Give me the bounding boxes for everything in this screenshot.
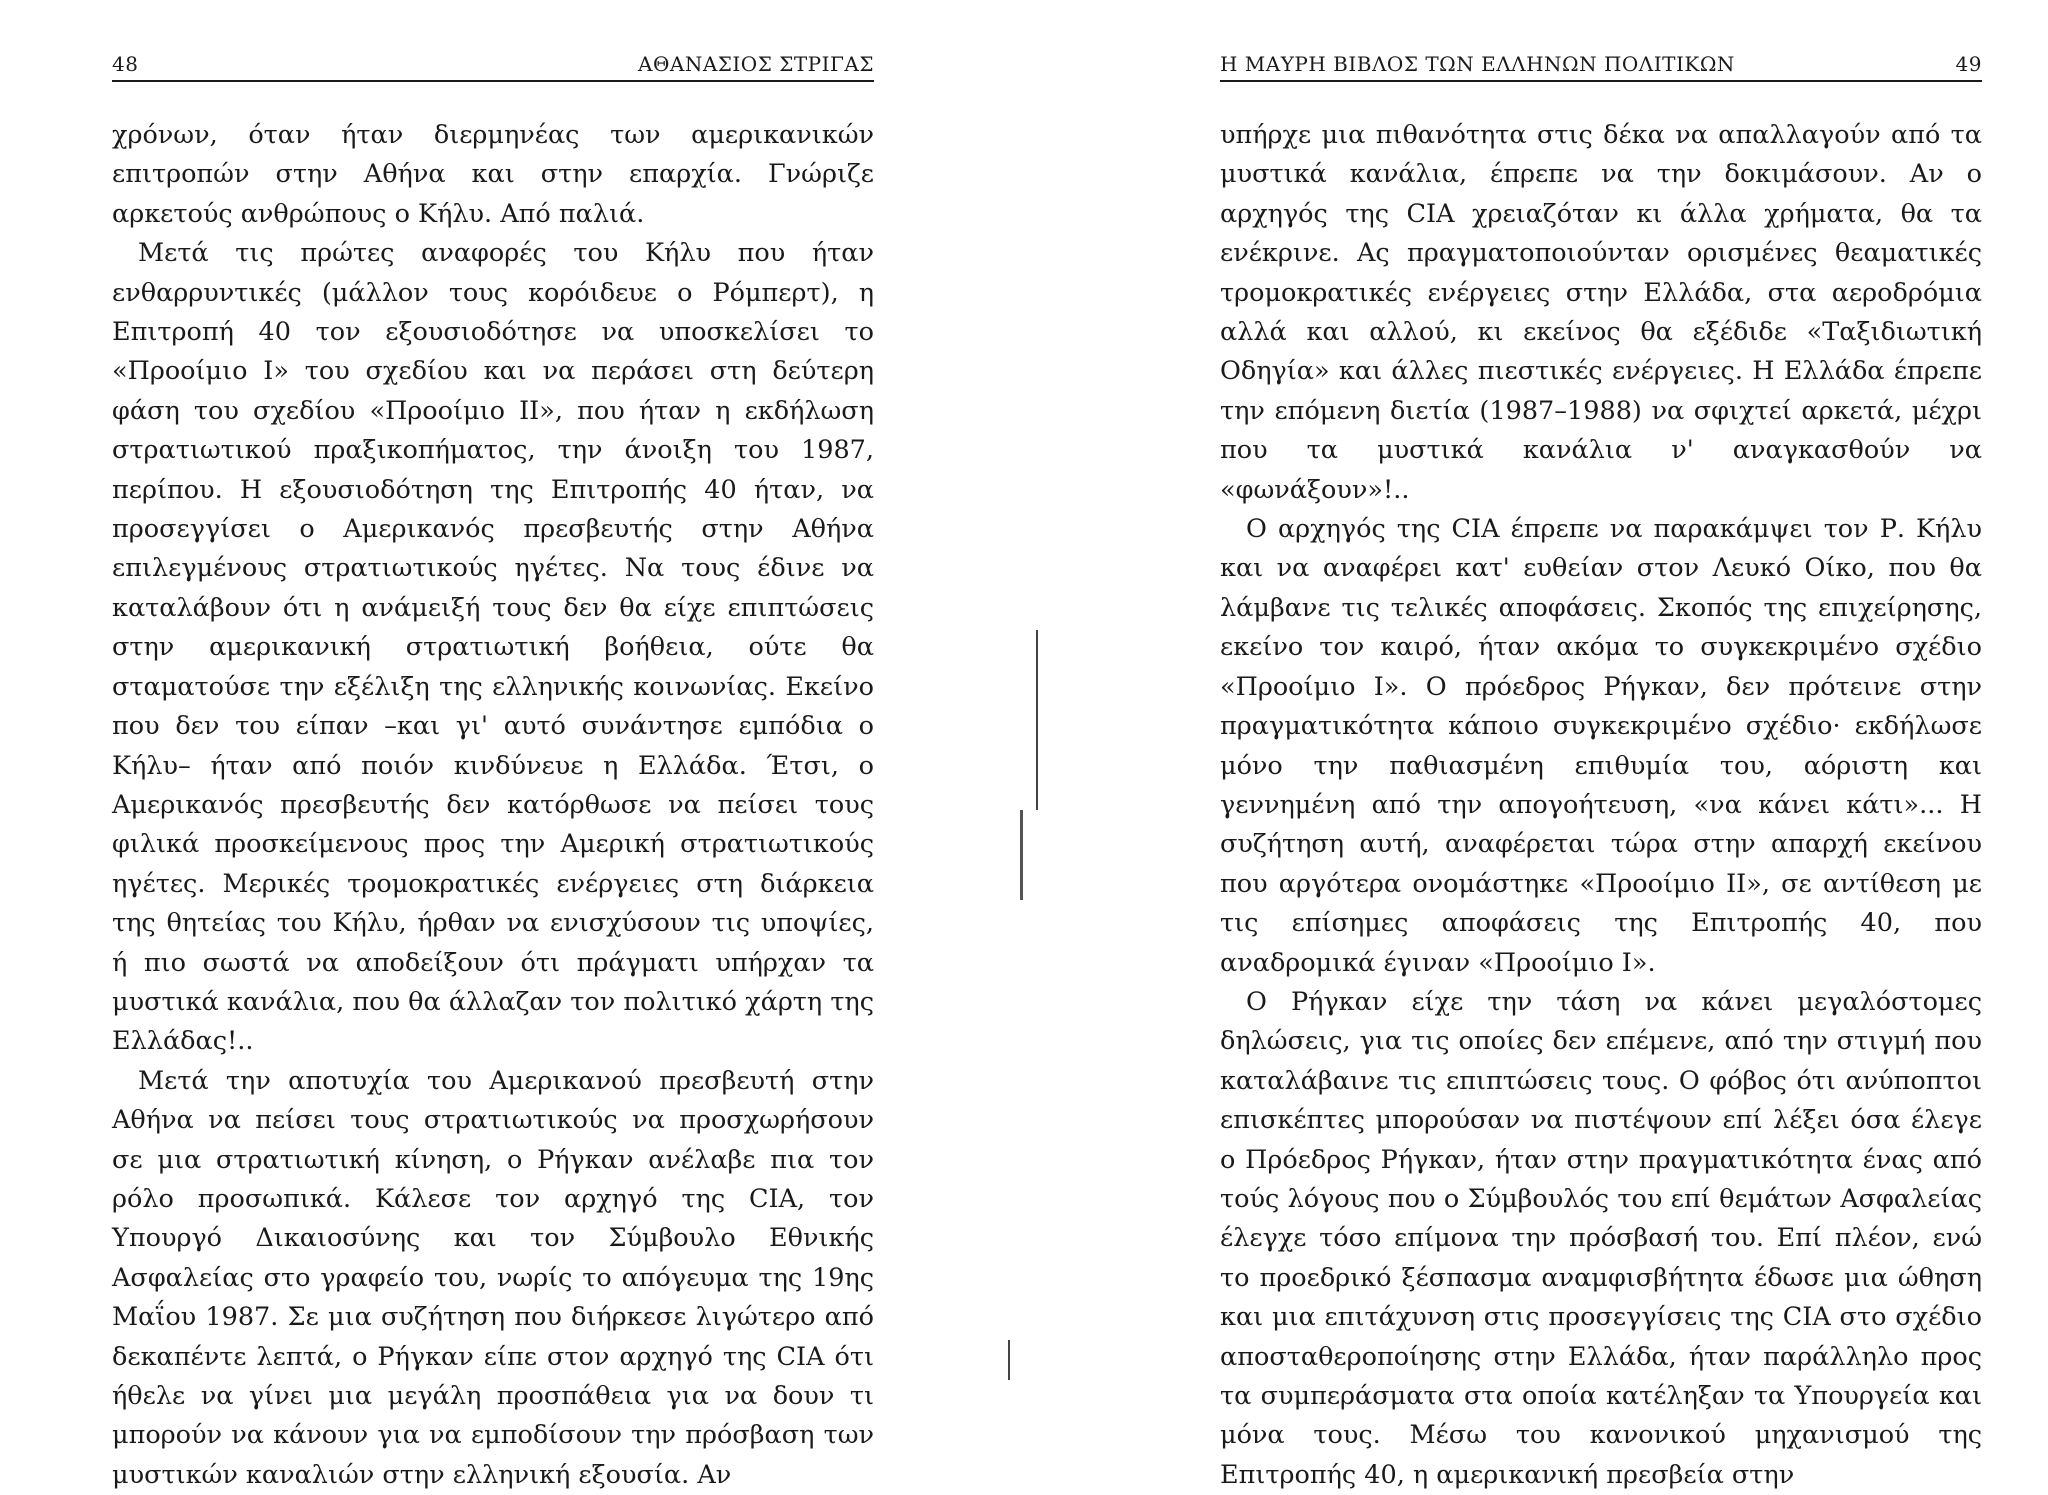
left-page-body (112, 116, 874, 1495)
paragraph: Ο αρχηγός της CIA έπρεπε να παρακάμψει τον Ρ. Κήλυ και να αναφέρει κατ' ευθείαν στον Λευκό Οίκο, που θα λάμβανε τις τελικές αποφάσεις. Σκοπός της επιχείρησης, εκείνο τον καιρό, ήταν ακόμα το συγκεκριμένο σχέδιο «Προοίμιο Ι». Ο πρόεδρος Ρήγκαν, δεν πρότεινε στην πραγματικότητα κάποιο συγκεκριμένο σχέδιο· εκδήλωσε μόνο την παθιασμένη επιθυμία του, αόριστη και γεννημένη από την απογοήτευση, «να κάνει κάτι»... Η συζήτηση αυτή, αναφέρεται τώρα στην απαρχή εκείνου που αργότερα ονομάστηκε «Προοίμιο ΙΙ», σε αντίθεση με τις επίσημες αποφάσεις της Επιτροπής 40, που αναδρομικά έγιναν «Προοίμιο Ι». (1220, 514, 1982, 978)
right-page-header (1220, 48, 1982, 82)
left-page-number: 48 (112, 52, 139, 76)
paragraph: χρόνων, όταν ήταν διερμηνέας των αμερικανικών επιτροπών στην Αθήνα και στην επαρχία. Γνώριζε αρκετούς ανθρώπους ο Κήλυ. Από παλιά. (112, 120, 874, 229)
right-page-body (1220, 116, 1982, 1495)
right-page (1160, 0, 2048, 1490)
paragraph: υπήρχε μια πιθανότητα στις δέκα να απαλλαγούν από τα μυστικά κανάλια, έπρεπε να την δοκιμάσουν. Αν ο αρχηγός της CIA χρειαζόταν κι άλλα χρήματα, θα τα ενέκρινε. Ας πραγματοποιούνταν ορισμένες θεαματικές τρομοκρατικές ενέργειες στην Ελλάδα, στα αεροδρόμια αλλά και αλλού, κι εκείνος θα εξέδιδε «Ταξιδιωτική Οδηγία» και άλλες πιεστικές ενέργειες. Η Ελλάδα έπρεπε την επόμενη διετία (1987–1988) να σφιχτεί αρκετά, μέχρι που τα μυστικά κανάλια ν' αναγκασθούν να «φωνάξουν»!.. (1220, 120, 1982, 505)
gutter-line (1008, 1340, 1010, 1380)
left-page (0, 0, 1024, 1490)
gutter-line (1020, 810, 1023, 900)
right-running-head: Η ΜΑΥΡΗ ΒΙΒΛΟΣ ΤΩΝ ΕΛΛΗΝΩΝ ΠΟΛΙΤΙΚΩΝ (1220, 52, 1735, 76)
gutter-line (1036, 630, 1038, 810)
left-running-head: ΑΘΑΝΑΣΙΟΣ ΣΤΡΙΓΑΣ (638, 52, 874, 76)
right-page-number: 49 (1955, 52, 1982, 76)
paragraph: Ο Ρήγκαν είχε την τάση να κάνει μεγαλόστομες δηλώσεις, για τις οποίες δεν επέμενε, από την στιγμή που καταλάβαινε τις επιπτώσεις τους. Ο φόβος ότι ανύποπτοι επισκέπτες μπορούσαν να πιστέψουν επί λέξει όσα έλεγε ο Πρόεδρος Ρήγκαν, ήταν στην πραγματικότητα ένας από τούς λόγους που ο Σύμβουλός του επί θεμάτων Ασφαλείας έλεγχε τόσο επίμονα την πρόσβασή του. Επί πλέον, ενώ το προεδρικό ξέσπασμα αναμφισβήτητα έδωσε μια ώθηση και μια επιτάχυνση στις προσεγγίσεις της CIA στο σχέδιο αποσταθεροποίησης στην Ελλάδα, ήταν παράλληλο προς τα συμπεράσματα στα οποία κατέληξαν τα Υπουργεία και μόνα τους. Μέσω του κανονικού μηχανισμού της Επιτροπής 40, η αμερικανική πρεσβεία στην (1220, 986, 1982, 1490)
left-page-header (112, 48, 874, 82)
paragraph: Μετά την αποτυχία του Αμερικανού πρεσβευτή στην Αθήνα να πείσει τους στρατιωτικούς να προσχωρήσουν σε μια στρατιωτική κίνηση, ο Ρήγκαν ανέλαβε πια τον ρόλο προσωπικά. Κάλεσε τον αρχηγό της CIA, τον Υπουργό Δικαιοσύνης και τον Σύμβουλο Εθνικής Ασφαλείας στο γραφείο του, νωρίς το απόγευμα της 19ης Μαΐου 1987. Σε μια συζήτηση που διήρκεσε λιγώτερο από δεκαπέντε λεπτά, ο Ρήγκαν είπε στον αρχηγό της CIA ότι ήθελε να γίνει μια μεγάλη προσπάθεια για να δουν τι μπορούν να κάνουν για να εμποδίσουν την πρόσβαση των μυστικών καναλιών στην ελληνική εξουσία. Αν (112, 1065, 874, 1490)
paragraph: Μετά τις πρώτες αναφορές του Κήλυ που ήταν ενθαρρυντικές (μάλλον τους κορόιδευε ο Ρόμπερτ), η Επιτροπή 40 τον εξουσιοδότησε να υποσκελίσει το «Προοίμιο Ι» του σχεδίου και να περάσει στη δεύτερη φάση του σχεδίου «Προοίμιο ΙΙ», που ήταν η εκδήλωση στρατιωτικού πραξικοπήματος, την άνοιξη του 1987, περίπου. Η εξουσιοδότηση της Επιτροπής 40 ήταν, να προσεγγίσει ο Αμερικανός πρεσβευτής στην Αθήνα επιλεγμένους στρατιωτικούς ηγέτες. Να τους έδινε να καταλάβουν ότι η ανάμειξή τους δεν θα είχε επιπτώσεις στην αμερικανική στρατιωτική βοήθεια, ούτε θα σταματούσε την εξέλιξη της ελληνικής κοινωνίας. Εκείνο που δεν του είπαν –και γι' αυτό συνάντησε εμπόδια ο Κήλυ– ήταν από ποιόν κινδύνευε η Ελλάδα. Έτσι, ο Αμερικανός πρεσβευτής δεν κατόρθωσε να πείσει τους φιλικά προσκείμενους προς την Αμερική στρατιωτικούς ηγέτες. Μερικές τρομοκρατικές ενέργειες στη διάρκεια της θητείας του Κήλυ, ήρθαν να ενισχύσουν τις υποψίες, ή πιο σωστά να αποδείξουν ότι πράγματι υπήρχαν τα μυστικά κανάλια, που θα άλλαζαν τον πολιτικό χάρτη της Ελλάδας!.. (112, 238, 874, 1057)
